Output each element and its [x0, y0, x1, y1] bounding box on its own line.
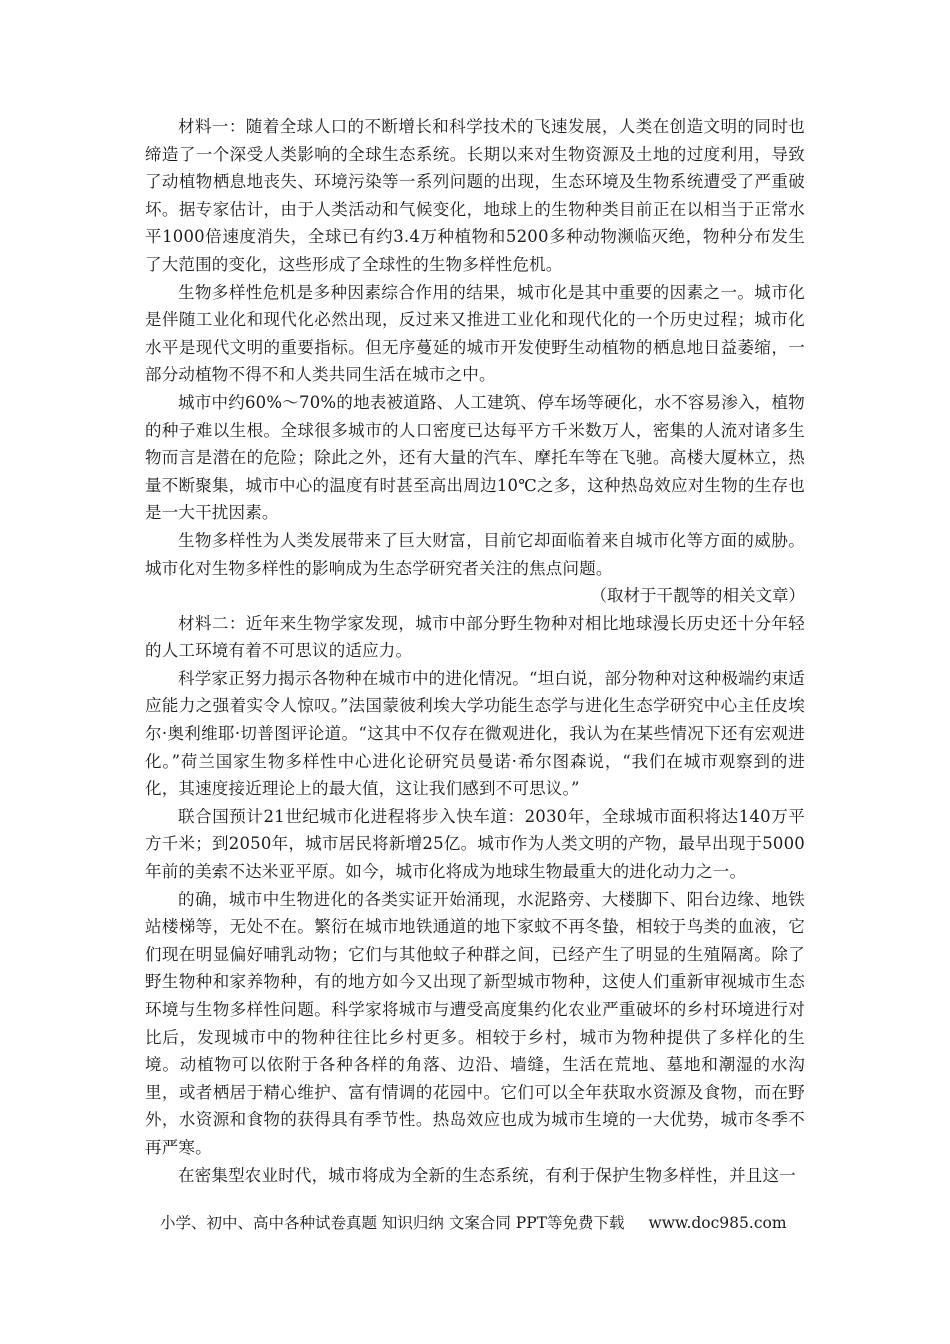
paragraph-intensive-agriculture: 在密集型农业时代，城市将成为全新的生态系统，有利于保护生物多样性，并且这一 [178, 1165, 796, 1185]
paragraph-material-2: 材料二：近年来生物学家发现，城市中部分野生物种对相比地球漫长历史还十分年轻的人工环境有着不可思议的适应力。 [145, 613, 805, 661]
source-note: （取材于干靓等的相关文章） [590, 586, 805, 606]
footer-banner [160, 1211, 800, 1235]
document-body [145, 113, 805, 1189]
paragraph-urbanization-factor: 生物多样性危机是多种因素综合作用的结果，城市化是其中重要的因素之一。城市化是伴随工业化和现代化必然出现，反过来又推进工业化和现代化的一个历史过程；城市化水平是现代文明的重要指标。但无序蔓延的城市开发使野生动植物的栖息地日益萎缩，一部分动植物不得不和人类共同生活在城市之中。 [145, 282, 805, 385]
footer-url[interactable]: www.doc985.com [648, 1214, 787, 1232]
paragraph-material-1: 材料一：随着全球人口的不断增长和科学技术的飞速发展，人类在创造文明的同时也缔造了一个深受人类影响的全球生态系统。长期以来对生物资源及土地的过度利用，导致了动植物栖息地丧失、环境污染等一系列问题的出现，生态环境及生物系统遭受了严重破坏。据专家估计，由于人类活动和气候变化，地球上的生物种类目前正在以相当于正常水平1000倍速度消失，全球已有约3.4万种植物和5200多种动物濒临灭绝，物种分布发生了大范围的变化，这些形成了全球性的生物多样性危机。 [145, 117, 805, 274]
paragraph-city-surface: 城市中约60%～70%的地表被道路、人工建筑、停车场等硬化，水不容易渗入，植物的种子难以生根。全球很多城市的人口密度已达每平方千米数万人，密集的人流对诸多生物而言是潜在的危险；除此之外，还有大量的汽车、摩托车等在飞驰。高楼大厦林立，热量不断聚集，城市中心的温度有时甚至高出周边10℃之多，这种热岛效应对生物的生存也是一大干扰因素。 [145, 392, 805, 523]
paragraph-evidence: 的确，城市中生物进化的各类实证开始涌现，水泥路旁、大楼脚下、阳台边缘、地铁站楼梯等，无处不在。繁衍在城市地铁通道的地下家蚊不再冬蛰，相较于鸟类的血液，它们现在明显偏好哺乳动物；它们与其他蚊子种群之间，已经产生了明显的生殖隔离。除了野生物种和家养物种，有的地方如今又出现了新型城市物种，这使人们重新审视城市生态环境与生物多样性问题。科学家将城市与遭受高度集约化农业严重破坏的乡村环境进行对比后，发现城市中的物种往往比乡村更多。相较于乡村，城市为物种提供了多样化的生境。动植物可以依附于各种各样的角落、边沿、墙缝，生活在荒地、墓地和潮湿的水沟里，或者栖居于精心维护、富有情调的花园中。它们可以全年获取水资源及食物，而在野外，水资源和食物的获得具有季节性。热岛效应也成为城市生境的一大优势，城市冬季不再严寒。 [145, 889, 805, 1157]
paragraph-scientists: 科学家正努力揭示各物种在城市中的进化情况。“坦白说，部分物种对这种极端约束适应能力之强着实令人惊叹。”法国蒙彼利埃大学功能生态学与进化生态学研究中心主任皮埃尔·奥利维耶·切普图评论道。“这其中不仅存在微观进化，我认为在某些情况下还有宏观进化。”荷兰国家生物多样性中心进化论研究员曼诺·希尔图森说，“我们在城市观察到的进化，其速度接近理论上的最大值，这让我们感到不可思议。” [145, 668, 805, 799]
paragraph-un-forecast: 联合国预计21世纪城市化进程将步入快车道：2030年，全球城市面积将达140万平方千米；到2050年，城市居民将新增25亿。城市作为人类文明的产物，最早出现于5000年前的美索不达米亚平原。如今，城市化将成为地球生物最重大的进化动力之一。 [145, 806, 805, 882]
paragraph-biodiversity-threat: 生物多样性为人类发展带来了巨大财富，目前它却面临着来自城市化等方面的威胁。城市化对生物多样性的影响成为生态学研究者关注的焦点问题。 [145, 530, 805, 578]
footer-text: 小学、初中、高中各种试卷真题 知识归纳 文案合同 PPT等免费下载 [160, 1214, 625, 1232]
